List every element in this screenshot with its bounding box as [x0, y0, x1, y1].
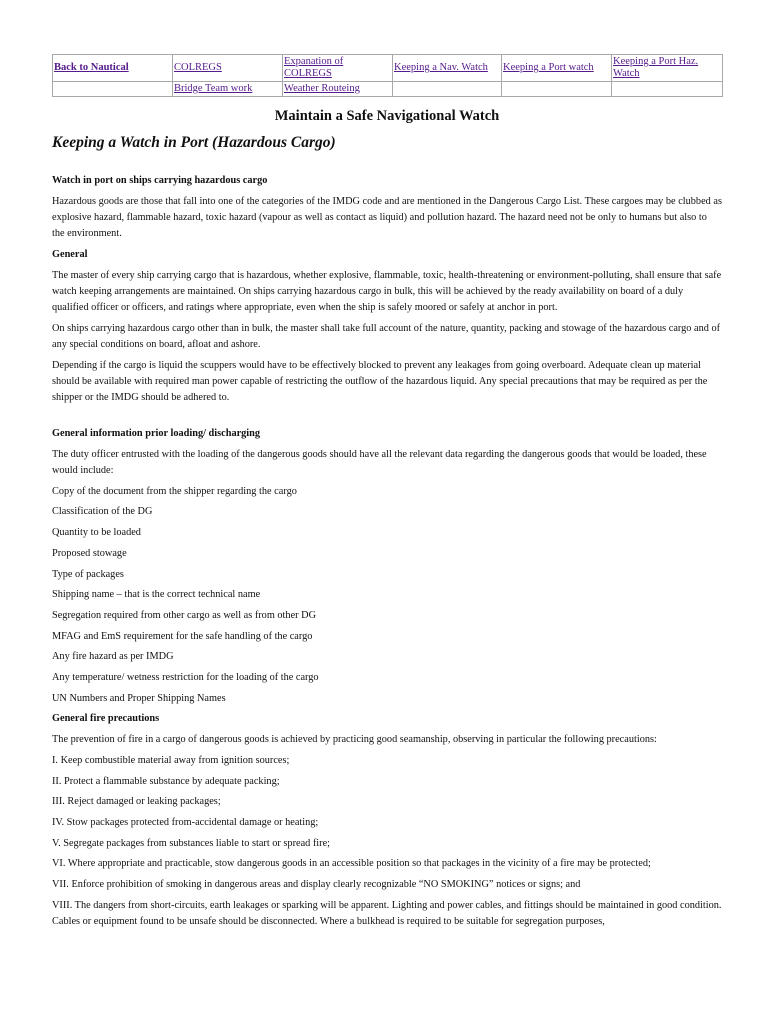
nav-cell-empty [612, 82, 723, 97]
nav-cell [393, 55, 502, 82]
nav-cell-empty [502, 82, 612, 97]
nav-link-keeping-port-haz-watch[interactable]: Keeping a Port Haz. Watch [613, 56, 699, 79]
article-body [52, 173, 722, 930]
nav-cell-empty [393, 82, 502, 97]
page-title: Maintain a Safe Navigational Watch [274, 108, 500, 124]
paragraph: MFAG and EmS requirement for the safe handling of the cargo [52, 630, 313, 642]
paragraph: V. Segregate packages from substances liable to start or spread fire; [52, 837, 331, 849]
paragraph: Depending if the cargo is liquid the scuppers would have to be effectively blocked to prevent any leakages from going overboard. Adequate clean up material should be available with required man power capable of restricting the outflow of the hazardous liquid. Any special precautions that may be required as per the shipper or the IMDG should be adhered to. [52, 359, 708, 403]
paragraph: Hazardous goods are those that fall into one of the categories of the IMDG code and are mentioned in the Dangerous Cargo List. These cargoes may be clubbed as explosive hazard, flammable hazard, toxic hazard (vapour as well as contact as liquid) and pollution hazard. The hazard need not be only to humans but also to the environment. [52, 195, 722, 240]
paragraph: IV. Stow packages protected from-accidental damage or heating; [52, 817, 319, 828]
paragraph: Segregation required from other cargo as well as from other DG [52, 609, 317, 621]
nav-cell [283, 55, 393, 82]
nav-cell [502, 55, 612, 82]
paragraph: Any fire hazard as per IMDG [52, 651, 174, 663]
paragraph: Copy of the document from the shipper regarding the cargo [52, 485, 297, 497]
nav-link-bridge-team-work[interactable]: Bridge Team work [174, 83, 253, 94]
paragraph: Proposed stowage [52, 547, 127, 559]
nav-cell [283, 82, 393, 97]
paragraph: The duty officer entrusted with the loading of the dangerous goods should have all the relevant data regarding the dangerous goods that would be loaded, these would include: [52, 448, 707, 477]
page-subtitle: Keeping a Watch in Port (Hazardous Cargo) [52, 134, 336, 151]
paragraph: VII. Enforce prohibition of smoking in dangerous areas and display clearly recognizable “NO SMOKING” notices or signs; and [52, 879, 581, 891]
paragraph: I. Keep combustible material away from ignition sources; [52, 754, 290, 766]
section-heading: General information prior loading/ discharging [52, 428, 261, 440]
paragraph: The master of every ship carrying cargo that is hazardous, whether explosive, flammable, toxic, health-threatening or environment-polluting, shall ensure that safe watch keeping arrangements are maintained. On ships carrying hazardous cargo in bulk, this will be achieved by the ready availability on board of a duly qualified officer or officers, and ratings where appropriate, even when the ship is safely moored or safely at anchor in port. [52, 269, 722, 313]
paragraph: UN Numbers and Proper Shipping Names [52, 692, 226, 704]
paragraph: Any temperature/ wetness restriction for the loading of the cargo [52, 672, 319, 684]
paragraph: VIII. The dangers from short-circuits, earth leakages or sparking will be apparent. Lighting and power cables, and fittings should be maintained in good condition. Cables or equipment found to be unsafe should be disconnected. Where a bulkhead is required to be suitable for segregation purposes, [52, 899, 722, 928]
nav-link-keeping-nav-watch[interactable]: Keeping a Nav. Watch [394, 62, 488, 73]
section-heading: General fire precautions [52, 713, 160, 725]
page [52, 54, 722, 935]
paragraph: Shipping name – that is the correct technical name [52, 589, 261, 601]
nav-cell [53, 55, 173, 82]
nav-cell [173, 55, 283, 82]
nav-link-colregs[interactable]: COLREGS [174, 62, 222, 73]
nav-link-back-to-nautical[interactable]: Back to Nautical [54, 62, 129, 73]
nav-cell [173, 82, 283, 97]
nav-link-keeping-port-watch[interactable]: Keeping a Port watch [503, 62, 594, 73]
paragraph: The prevention of fire in a cargo of dangerous goods is achieved by practicing good seamanship, observing in particular the following precautions: [52, 734, 657, 746]
paragraph: Quantity to be loaded [52, 527, 141, 539]
nav-row-2 [53, 82, 723, 97]
section-heading: Watch in port on ships carrying hazardous cargo [52, 175, 268, 186]
nav-cell [612, 55, 723, 82]
nav-link-explanation-of-colregs[interactable]: Expanation of COLREGS [284, 56, 344, 79]
nav-cell-empty [53, 82, 173, 97]
paragraph: II. Protect a flammable substance by adequate packing; [52, 775, 280, 787]
paragraph: Classification of the DG [52, 506, 153, 518]
paragraph: III. Reject damaged or leaking packages; [52, 796, 221, 808]
paragraph: On ships carrying hazardous cargo other than in bulk, the master shall take full account of the nature, quantity, packing and stowage of the hazardous cargo and of any special conditions on board, afloat and ashore. [52, 322, 721, 350]
section-heading: General [52, 248, 88, 260]
nav-link-weather-routeing[interactable]: Weather Routeing [284, 83, 360, 94]
paragraph: Type of packages [52, 568, 124, 580]
nav-table [52, 54, 723, 97]
paragraph: VI. Where appropriate and practicable, stow dangerous goods in an accessible position so that packages in the vicinity of a fire may be protected; [52, 858, 651, 870]
nav-row-1 [53, 55, 723, 82]
